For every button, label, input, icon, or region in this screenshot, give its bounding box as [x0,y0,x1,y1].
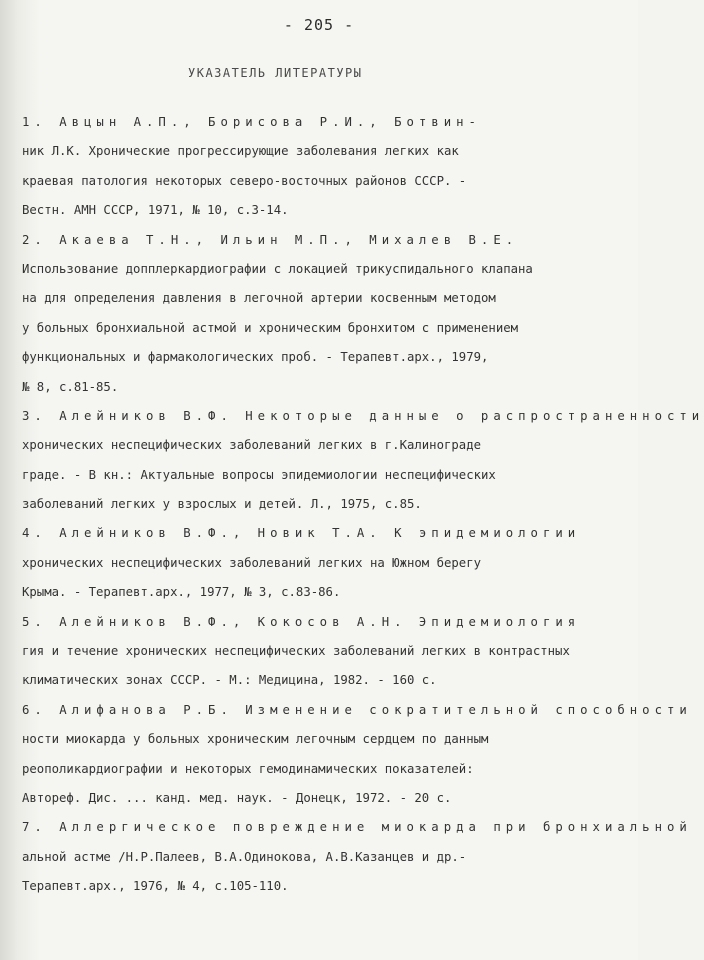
reference-line: гия и течение хронических неспецифических заболеваний легких в контрастных [22,644,570,659]
reference-line: заболеваний легких у взрослых и детей. Л., 1975, с.85. [22,497,422,512]
reference-line: на для определения давления в легочной артерии косвенным методом [22,291,496,306]
reference-line: 4. Алейников В.Ф., Новик Т.А. К эпидемиологии [22,526,581,541]
reference-line: Крыма. - Терапевт.арх., 1977, № 3, с.83-86. [22,585,341,600]
reference-line: Использование допплеркардиографии с локацией трикуспидального клапана [22,261,533,276]
reference-list [22,108,704,902]
reference-line: 6. Алифанова Р.Б. Изменение сократительной способности [22,702,692,717]
reference-line: функциональных и фармакологических проб. - Терапевт.арх., 1979, [22,350,489,365]
reference-line: Вестн. АМН СССР, 1971, № 10, с.3-14. [22,203,289,218]
reference-line: граде. - В кн.: Актуальные вопросы эпидемиологии неспецифических [22,467,496,482]
reference-line: 5. Алейников В.Ф., Кокосов А.Н. Эпидемиология [22,614,581,629]
reference-entry-4 [22,519,618,607]
page-number: - 205 - [283,16,355,34]
reference-line: 7. Аллергическое повреждение миокарда при бронхиальной [22,820,692,835]
reference-line: хронических неспецифических заболеваний легких на Южном берегу [22,555,482,570]
reference-line: альной астме /Н.Р.Палеев, В.А.Одинокова, А.В.Казанцев и др.- [22,849,467,864]
bibliography-heading: УКАЗАТЕЛЬ ЛИТЕРАТУРЫ [188,66,363,80]
reference-line: у больных бронхиальной астмой и хроническим бронхитом с применением [22,320,519,335]
reference-line: № 8, с.81-85. [22,379,119,394]
reference-line: 3. Алейников В.Ф. Некоторые данные о распространенности [22,408,704,423]
reference-line: Терапевт.арх., 1976, № 4, с.105-110. [22,879,289,894]
reference-line: реополикардиографии и некоторых гемодинамических показателей: [22,761,474,776]
reference-line: Автореф. Дис. ... канд. мед. наук. - Донецк, 1972. - 20 с. [22,790,452,805]
reference-entry-5 [22,608,618,696]
reference-entry-3 [22,402,704,520]
reference-line: 1. Авцын А.П., Борисова Р.И., Ботвин- [22,115,481,129]
reference-entry-7 [22,813,692,901]
reference-entry-1 [22,108,618,226]
reference-entry-6 [22,696,692,814]
reference-line: 2. Акаева Т.Н., Ильин М.П., Михалев В.Е. [22,232,519,247]
reference-entry-2 [22,226,618,402]
reference-line: климатических зонах СССР. - М.: Медицина, 1982. - 160 с. [22,673,437,688]
reference-line: краевая патология некоторых северо-восточных районов СССР. - [22,173,467,188]
reference-line: ник Л.К. Хронические прогрессирующие заболевания легких как [22,144,459,159]
reference-line: хронических неспецифических заболеваний легких в г.Калинограде [22,438,482,453]
reference-line: ности миокарда у больных хроническим легочным сердцем по данным [22,732,489,747]
